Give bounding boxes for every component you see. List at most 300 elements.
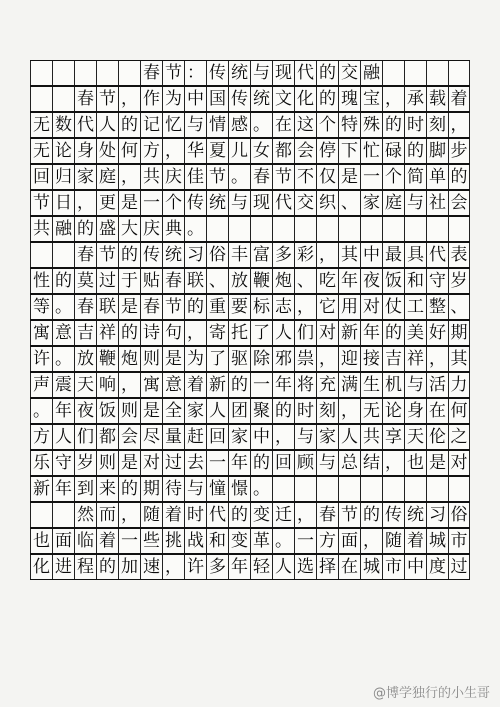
grid-cell: 忆: [162, 113, 184, 137]
grid-cell: 统: [228, 61, 250, 85]
grid-cell: ，: [184, 321, 206, 345]
grid-cell: 吉: [382, 347, 404, 371]
grid-cell: 的: [52, 269, 74, 293]
grid-cell: ，: [382, 87, 404, 111]
grid-cell: 生: [360, 373, 382, 397]
grid-cell: 声: [30, 373, 52, 397]
grid-cell: 女: [250, 139, 272, 163]
grid-cell: 俗: [206, 243, 228, 267]
grid-cell: 许: [184, 555, 206, 579]
grid-cell: [426, 61, 448, 85]
grid-cell: 的: [118, 477, 140, 501]
grid-cell: 多: [272, 243, 294, 267]
grid-cell: 之: [448, 425, 470, 449]
grid-cell: 中: [184, 87, 206, 111]
grid-cell: 鞭: [250, 269, 272, 293]
grid-cell: 意: [162, 373, 184, 397]
grid-cell: 是: [140, 399, 162, 423]
paragraph-2-row: [30, 424, 470, 450]
grid-cell: 身: [74, 139, 96, 163]
paragraph-3-row: [30, 528, 470, 554]
grid-cell: 些: [140, 529, 162, 553]
grid-cell: 程: [74, 555, 96, 579]
grid-cell: 革: [250, 529, 272, 553]
grid-cell: 机: [382, 373, 404, 397]
grid-cell: 个: [162, 191, 184, 215]
grid-cell: 论: [382, 399, 404, 423]
grid-cell: 一: [118, 529, 140, 553]
grid-cell: 感: [228, 113, 250, 137]
grid-cell: 代: [426, 243, 448, 267]
paragraph-2-row: [30, 372, 470, 398]
grid-cell: 接: [360, 347, 382, 371]
grid-cell: 放: [74, 347, 96, 371]
grid-cell: 放: [228, 269, 250, 293]
grid-cell: 守: [52, 451, 74, 475]
grid-cell: 春: [316, 503, 338, 527]
watermark: @博学独行的小生哥: [372, 686, 490, 701]
grid-cell: ，: [118, 87, 140, 111]
grid-cell: ，: [118, 373, 140, 397]
grid-cell: 统: [206, 191, 228, 215]
grid-cell: 节: [162, 295, 184, 319]
grid-cell: 好: [426, 321, 448, 345]
grid-cell: 夜: [360, 269, 382, 293]
grid-cell: 。: [52, 295, 74, 319]
grid-cell: 刻: [316, 399, 338, 423]
grid-cell: ，: [316, 243, 338, 267]
grid-cell: ，: [294, 503, 316, 527]
grid-cell: 人: [52, 425, 74, 449]
grid-cell: [404, 477, 426, 501]
grid-cell: ，: [162, 555, 184, 579]
grid-cell: 迁: [272, 503, 294, 527]
grid-cell: 代: [206, 503, 228, 527]
grid-cell: 震: [52, 373, 74, 397]
grid-cell: 脚: [426, 139, 448, 163]
grid-cell: [338, 477, 360, 501]
paragraph-1-row: [30, 86, 470, 112]
grid-cell: 城: [426, 529, 448, 553]
grid-cell: 具: [404, 243, 426, 267]
grid-cell: 一: [360, 165, 382, 189]
grid-cell: 都: [272, 139, 294, 163]
grid-cell: 尽: [140, 425, 162, 449]
grid-cell: 则: [96, 451, 118, 475]
paragraph-1-row: [30, 190, 470, 216]
grid-cell: [448, 61, 470, 85]
grid-cell: 与: [228, 191, 250, 215]
grid-cell: 春: [250, 165, 272, 189]
grid-cell: 日: [52, 191, 74, 215]
grid-cell: 贴: [140, 269, 162, 293]
grid-cell: 人: [272, 555, 294, 579]
grid-cell: 春: [74, 87, 96, 111]
grid-cell: 庆: [162, 165, 184, 189]
grid-cell: 碌: [382, 139, 404, 163]
grid-cell: 年: [228, 555, 250, 579]
grid-cell: 论: [52, 139, 74, 163]
grid-cell: 情: [206, 113, 228, 137]
grid-cell: 在: [426, 399, 448, 423]
grid-cell: ，: [74, 191, 96, 215]
grid-cell: 。: [30, 399, 52, 423]
grid-cell: 变: [250, 503, 272, 527]
grid-cell: 身: [404, 399, 426, 423]
grid-cell: 市: [448, 529, 470, 553]
grid-cell: 夜: [74, 399, 96, 423]
grid-cell: 期: [448, 321, 470, 345]
grid-cell: 会: [294, 139, 316, 163]
grid-cell: 挑: [162, 529, 184, 553]
grid-cell: 忙: [360, 139, 382, 163]
grid-cell: 表: [448, 243, 470, 267]
grid-cell: 对: [448, 451, 470, 475]
grid-cell: 无: [360, 399, 382, 423]
grid-cell: 对: [316, 321, 338, 345]
grid-cell: 人: [96, 113, 118, 137]
grid-cell: 将: [294, 373, 316, 397]
handwriting-grid-sheet: [30, 60, 470, 687]
grid-cell: 要: [228, 295, 250, 319]
grid-cell: 的: [382, 113, 404, 137]
grid-cell: 整: [426, 295, 448, 319]
grid-cell: 节: [162, 61, 184, 85]
grid-cell: 春: [74, 243, 96, 267]
grid-cell: 瑰: [338, 87, 360, 111]
grid-cell: 与: [184, 113, 206, 137]
grid-cell: 年: [228, 451, 250, 475]
grid-cell: 市: [382, 555, 404, 579]
grid-cell: 春: [140, 295, 162, 319]
grid-cell: 城: [360, 555, 382, 579]
grid-cell: 守: [426, 269, 448, 293]
grid-cell: 代: [272, 191, 294, 215]
grid-cell: 华: [184, 139, 206, 163]
grid-cell: 回: [206, 425, 228, 449]
grid-cell: 寓: [30, 321, 52, 345]
grid-cell: 新: [338, 321, 360, 345]
grid-cell: 是: [118, 451, 140, 475]
grid-cell: 交: [294, 191, 316, 215]
grid-cell: 年: [52, 399, 74, 423]
grid-cell: 迎: [338, 347, 360, 371]
grid-cell: 祥: [404, 347, 426, 371]
grid-cell: 变: [228, 529, 250, 553]
grid-cell: 着: [162, 503, 184, 527]
grid-cell: ，: [316, 347, 338, 371]
grid-cell: 于: [118, 269, 140, 293]
grid-cell: 数: [52, 113, 74, 137]
grid-cell: 托: [228, 321, 250, 345]
paragraph-2-row: [30, 346, 470, 372]
grid-cell: 、: [294, 269, 316, 293]
grid-cell: 国: [206, 87, 228, 111]
grid-cell: 待: [162, 477, 184, 501]
grid-cell: 速: [140, 555, 162, 579]
grid-cell: 进: [52, 555, 74, 579]
grid-cell: 聚: [250, 399, 272, 423]
grid-cell: 下: [338, 139, 360, 163]
paragraph-2-row: [30, 294, 470, 320]
grid-cell: 。: [184, 217, 206, 241]
grid-cell: 化: [30, 555, 52, 579]
grid-cell: 顾: [294, 451, 316, 475]
grid-cell: 响: [96, 373, 118, 397]
grid-cell: 了: [206, 347, 228, 371]
grid-cell: 性: [30, 269, 52, 293]
grid-cell: 过: [96, 269, 118, 293]
grid-cell: 的: [404, 139, 426, 163]
grid-cell: 是: [118, 191, 140, 215]
grid-cell: 织: [316, 191, 338, 215]
paragraph-3-row: [30, 554, 470, 580]
paragraph-2-row: [30, 268, 470, 294]
grid-cell: 无: [30, 113, 52, 137]
grid-cell: 宝: [360, 87, 382, 111]
grid-cell: 团: [228, 399, 250, 423]
grid-cell: 传: [184, 191, 206, 215]
grid-cell: 家: [360, 191, 382, 215]
grid-cell: 饭: [96, 399, 118, 423]
grid-cell: 社: [426, 191, 448, 215]
paragraph-2-row: [30, 398, 470, 424]
grid-cell: 去: [184, 451, 206, 475]
grid-cell: 为: [162, 87, 184, 111]
grid-cell: 不: [294, 165, 316, 189]
grid-cell: 代: [294, 61, 316, 85]
grid-cell: 家: [228, 425, 250, 449]
grid-cell: [316, 477, 338, 501]
grid-cell: 。: [52, 347, 74, 371]
grid-cell: 其: [338, 243, 360, 267]
grid-cell: 结: [360, 451, 382, 475]
grid-cell: 随: [140, 503, 162, 527]
grid-cell: 新: [30, 477, 52, 501]
grid-cell: 的: [448, 165, 470, 189]
grid-cell: 全: [162, 399, 184, 423]
grid-cell: 其: [448, 347, 470, 371]
grid-cell: 特: [338, 113, 360, 137]
grid-cell: 憧: [206, 477, 228, 501]
grid-cell: 传: [382, 503, 404, 527]
grid-cell: 归: [52, 165, 74, 189]
grid-cell: 岁: [448, 269, 470, 293]
grid-cell: 祥: [96, 321, 118, 345]
grid-cell: 共: [30, 217, 52, 241]
grid-cell: ，: [382, 451, 404, 475]
grid-cell: [52, 503, 74, 527]
grid-cell: [360, 477, 382, 501]
paragraph-2-row: [30, 476, 470, 502]
grid-cell: 的: [382, 321, 404, 345]
grid-cell: 为: [184, 347, 206, 371]
grid-cell: 满: [338, 373, 360, 397]
grid-cell: [272, 477, 294, 501]
grid-cell: 和: [206, 529, 228, 553]
grid-cell: 来: [96, 477, 118, 501]
grid-cell: 轻: [250, 555, 272, 579]
grid-cell: 大: [118, 217, 140, 241]
grid-cell: 活: [426, 373, 448, 397]
grid-cell: 中: [404, 555, 426, 579]
grid-cell: [52, 243, 74, 267]
grid-cell: 共: [140, 165, 162, 189]
grid-cell: 。: [250, 477, 272, 501]
grid-cell: 到: [74, 477, 96, 501]
grid-cell: 联: [184, 269, 206, 293]
grid-cell: 人: [338, 425, 360, 449]
grid-cell: 无: [30, 139, 52, 163]
grid-cell: 美: [404, 321, 426, 345]
paragraph-2-row: [30, 450, 470, 476]
grid-cell: 面: [52, 529, 74, 553]
grid-cell: 也: [404, 451, 426, 475]
grid-cell: 仅: [316, 165, 338, 189]
grid-cell: 和: [404, 269, 426, 293]
grid-cell: 与: [184, 477, 206, 501]
grid-cell: 过: [162, 451, 184, 475]
grid-cell: [448, 477, 470, 501]
grid-cell: 、: [206, 269, 228, 293]
grid-cell: 时: [404, 113, 426, 137]
grid-cell: 面: [338, 529, 360, 553]
grid-cell: 共: [360, 425, 382, 449]
grid-cell: 与: [404, 191, 426, 215]
grid-cell: 的: [118, 113, 140, 137]
grid-cell: 吃: [316, 269, 338, 293]
grid-cell: 家: [184, 399, 206, 423]
grid-cell: 庆: [140, 217, 162, 241]
grid-cell: 它: [316, 295, 338, 319]
grid-cell: 传: [140, 243, 162, 267]
grid-cell: 现: [272, 61, 294, 85]
grid-cell: 代: [74, 113, 96, 137]
grid-cell: 赶: [184, 425, 206, 449]
grid-cell: 回: [272, 451, 294, 475]
grid-cell: 仗: [382, 295, 404, 319]
grid-cell: 量: [162, 425, 184, 449]
grid-cell: [448, 217, 470, 241]
grid-cell: 典: [162, 217, 184, 241]
grid-cell: ，: [294, 295, 316, 319]
paragraph-3-row: [30, 502, 470, 528]
grid-cell: 的: [184, 295, 206, 319]
grid-cell: 鞭: [96, 347, 118, 371]
grid-cell: 伦: [426, 425, 448, 449]
grid-cell: [404, 61, 426, 85]
grid-cell: ，: [118, 503, 140, 527]
grid-cell: 驱: [228, 347, 250, 371]
grid-cell: 也: [30, 529, 52, 553]
grid-cell: 年: [360, 321, 382, 345]
grid-cell: 作: [140, 87, 162, 111]
grid-cell: 春: [74, 295, 96, 319]
grid-cell: 天: [74, 373, 96, 397]
grid-cell: 何: [118, 139, 140, 163]
grid-cell: 习: [184, 243, 206, 267]
grid-cell: 的: [250, 451, 272, 475]
grid-cell: 富: [250, 243, 272, 267]
grid-cell: 等: [30, 295, 52, 319]
grid-cell: 文: [272, 87, 294, 111]
grid-cell: 寓: [140, 373, 162, 397]
grid-cell: 饭: [382, 269, 404, 293]
grid-cell: 。: [228, 165, 250, 189]
grid-cell: 家: [316, 425, 338, 449]
grid-cell: 新: [206, 373, 228, 397]
grid-cell: 年: [272, 373, 294, 397]
grid-cell: [30, 61, 52, 85]
grid-cell: 的: [228, 373, 250, 397]
grid-cell: 对: [360, 295, 382, 319]
grid-cell: 处: [96, 139, 118, 163]
grid-cell: 化: [294, 87, 316, 111]
grid-cell: 与: [316, 451, 338, 475]
grid-cell: 的: [272, 399, 294, 423]
grid-cell: [250, 217, 272, 241]
paragraph-2-row: [30, 320, 470, 346]
grid-cell: 联: [96, 295, 118, 319]
grid-cell: 这: [294, 113, 316, 137]
grid-cell: 的: [360, 503, 382, 527]
grid-cell: [338, 217, 360, 241]
grid-cell: 随: [382, 529, 404, 553]
grid-cell: 而: [96, 503, 118, 527]
grid-cell: 邪: [272, 347, 294, 371]
grid-cell: [294, 217, 316, 241]
grid-cell: 着: [448, 87, 470, 111]
grid-cell: 时: [184, 503, 206, 527]
grid-cell: 方: [316, 529, 338, 553]
grid-cell: 交: [338, 61, 360, 85]
grid-cell: 的: [96, 555, 118, 579]
grid-cell: 节: [96, 87, 118, 111]
grid-cell: [294, 477, 316, 501]
grid-cell: 统: [404, 503, 426, 527]
grid-cell: ，: [360, 529, 382, 553]
grid-cell: [316, 217, 338, 241]
grid-cell: 停: [316, 139, 338, 163]
grid-cell: 个: [382, 165, 404, 189]
grid-cell: [360, 217, 382, 241]
paragraph-1-row: [30, 164, 470, 190]
grid-cell: 回: [30, 165, 52, 189]
grid-cell: 炮: [272, 269, 294, 293]
grid-cell: ，: [338, 399, 360, 423]
grid-cell: 时: [294, 399, 316, 423]
grid-cell: 岁: [74, 451, 96, 475]
grid-cell: 夏: [206, 139, 228, 163]
paragraph-1-row: [30, 216, 470, 242]
grid-cell: 乐: [30, 451, 52, 475]
grid-cell: 刻: [426, 113, 448, 137]
grid-cell: 在: [338, 555, 360, 579]
grid-cell: 、: [338, 191, 360, 215]
paragraph-1-row: [30, 138, 470, 164]
grid-cell: 是: [426, 451, 448, 475]
grid-cell: 一: [250, 373, 272, 397]
grid-cell: 临: [74, 529, 96, 553]
grid-cell: 在: [272, 113, 294, 137]
grid-cell: ，: [448, 113, 470, 137]
grid-cell: 莫: [74, 269, 96, 293]
grid-cell: 融: [52, 217, 74, 241]
grid-cell: ，: [272, 425, 294, 449]
grid-cell: 着: [404, 529, 426, 553]
grid-cell: 寄: [206, 321, 228, 345]
grid-cell: 人: [272, 321, 294, 345]
